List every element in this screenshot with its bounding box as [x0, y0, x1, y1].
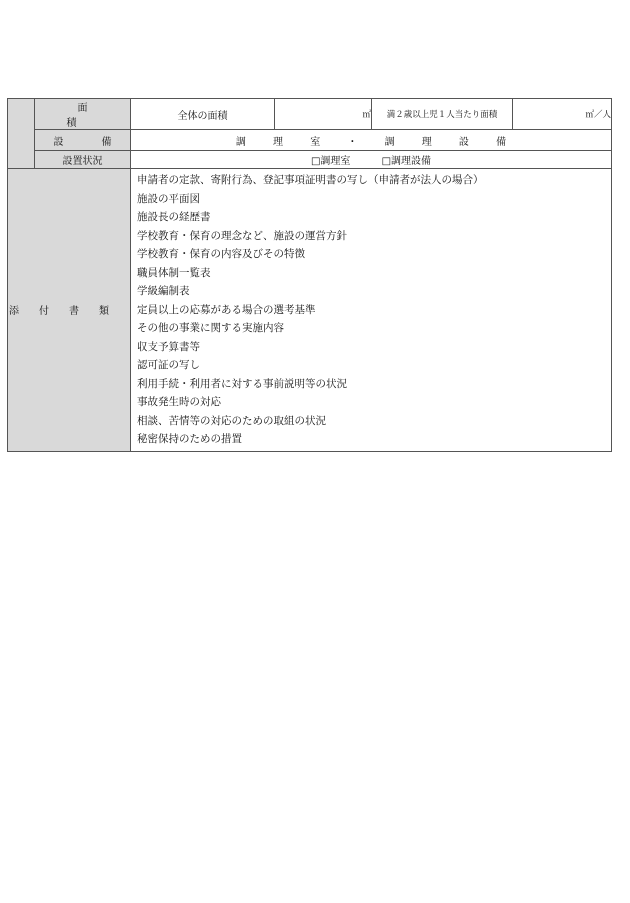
- equipment-label: 設 備: [35, 130, 131, 151]
- cooking-room-checkbox[interactable]: □調理室: [310, 156, 351, 167]
- attachments-label: 添付書類: [8, 169, 131, 452]
- attachment-item: 事故発生時の対応: [137, 396, 221, 408]
- attachments-list-cell: [131, 169, 612, 452]
- total-area-label: 全体の面積: [131, 99, 275, 130]
- attachment-item: 申請者の定款、寄附行為、登記事項証明書の写し（申請者が法人の場合）: [137, 174, 484, 186]
- attachment-item: 学校教育・保育の理念など、施設の運営方針: [137, 229, 347, 242]
- area-row: [8, 99, 612, 130]
- installation-label: 設置状況: [35, 151, 131, 169]
- attachments-row: [8, 169, 612, 452]
- total-area-field[interactable]: [275, 99, 372, 130]
- attachment-item: 学級編制表: [137, 285, 190, 297]
- attachment-item: 収支予算書等: [137, 340, 200, 353]
- attachment-item: 施設長の経歴書: [137, 211, 211, 223]
- total-area-unit: ㎡: [362, 110, 371, 120]
- attachment-item: 相談、苦情等の対応のための取組の状況: [137, 414, 326, 427]
- application-form-table: [7, 98, 612, 452]
- per-child-area-unit: ㎡／人: [585, 110, 611, 120]
- equipment-row: [8, 130, 612, 151]
- attachment-item: 学校教育・保育の内容及びその特徴: [137, 248, 305, 260]
- equipment-value: 調 理 室 ・ 調 理 設 備: [131, 130, 612, 151]
- attachment-item: その他の事業に関する実施内容: [137, 322, 284, 334]
- attachment-item: 秘密保持のための措置: [137, 433, 242, 445]
- attachment-item: 定員以上の応募がある場合の選考基準: [137, 303, 316, 316]
- installation-row: [8, 151, 612, 169]
- area-label: 面 積: [35, 99, 131, 130]
- cooking-equipment-checkbox[interactable]: □調理設備: [381, 156, 432, 167]
- group-label-cell: [8, 99, 35, 169]
- per-child-area-label: 満２歳以上児１人当たり面積: [372, 99, 513, 130]
- attachment-item: 施設の平面図: [137, 192, 200, 205]
- per-child-area-field[interactable]: [513, 99, 612, 130]
- attachments-list: [131, 169, 611, 451]
- attachment-item: 職員体制一覧表: [137, 266, 211, 279]
- attachment-item: 認可証の写し: [137, 359, 200, 371]
- attachment-item: 利用手続・利用者に対する事前説明等の状況: [137, 377, 347, 390]
- installation-options: [131, 151, 612, 169]
